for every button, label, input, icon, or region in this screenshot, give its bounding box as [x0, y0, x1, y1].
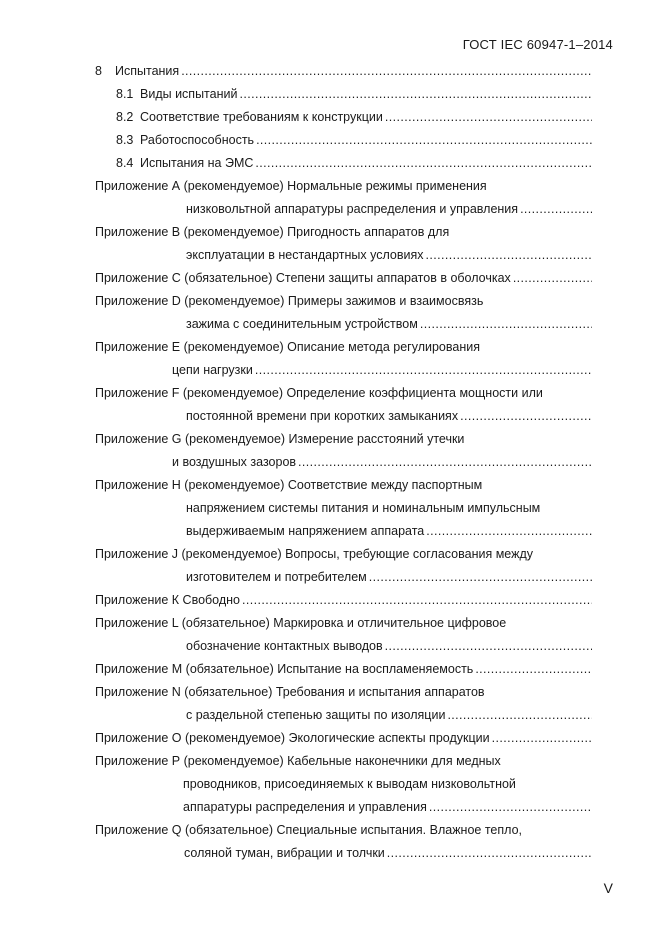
toc-line[interactable] [95, 821, 592, 839]
toc-line[interactable] [186, 246, 592, 264]
toc-line[interactable] [172, 361, 592, 379]
annex-title: Приложение О (рекомендуемое) Экологические аспекты продукции [95, 731, 490, 745]
toc-line[interactable] [186, 637, 592, 655]
section-number: 8 [95, 64, 102, 78]
annex-title: Приложение G (рекомендуемое) Измерение расстояний утечки [95, 432, 465, 446]
annex-title-continuation: соляной туман, вибрации и толчки [184, 846, 385, 860]
annex-title-continuation: цепи нагрузки [172, 363, 253, 377]
toc-line[interactable] [95, 614, 592, 632]
toc-line[interactable] [172, 453, 592, 471]
leader-dots [256, 131, 592, 149]
toc-line[interactable] [95, 591, 592, 609]
annex-title: Приложение Н (рекомендуемое) Соответствие между паспортным [95, 478, 483, 492]
annex-title: Приложение А (рекомендуемое) Нормальные режимы применения [95, 179, 487, 193]
annex-title: Приложение F (рекомендуемое) Определение коэффициента мощности или [95, 386, 543, 400]
annex-title: Приложение Р (рекомендуемое) Кабельные наконечники для медных [95, 754, 501, 768]
leader-dots [429, 798, 592, 816]
toc-line[interactable] [116, 131, 592, 149]
leader-dots [460, 407, 592, 425]
annex-title: Приложение К Свободно [95, 593, 241, 607]
leader-dots [369, 568, 592, 586]
toc-entry-text [116, 154, 253, 172]
leader-dots [255, 154, 592, 172]
toc-line[interactable] [95, 545, 592, 563]
toc-entry-text [95, 62, 179, 80]
leader-dots [447, 706, 592, 724]
leader-dots [385, 637, 592, 655]
toc-line[interactable] [95, 177, 592, 195]
annex-title: Приложение L (обязательное) Маркировка и отличительное цифровое [95, 616, 507, 630]
annex-title-continuation: постоянной времени при коротких замыканиях [186, 409, 459, 423]
toc-line[interactable] [186, 499, 592, 517]
leader-dots [426, 522, 592, 540]
section-number: 8.3 [116, 133, 134, 147]
leader-dots [387, 844, 592, 862]
leader-dots [255, 361, 592, 379]
section-title: Испытания на ЭМС [140, 156, 254, 170]
toc-line[interactable] [95, 223, 592, 241]
toc-line[interactable] [116, 108, 592, 126]
annex-title: Приложение Q (обязательное) Специальные испытания. Влажное тепло, [95, 823, 523, 837]
toc-line[interactable] [95, 292, 592, 310]
section-title: Соответствие требованиям к конструкции [140, 110, 383, 124]
annex-title-continuation: напряжением системы питания и номинальным импульсным [186, 501, 541, 515]
leader-dots [181, 62, 592, 80]
annex-title: Приложение D (рекомендуемое) Примеры зажимов и взаимосвязь [95, 294, 484, 308]
annex-title-continuation: выдерживаемым напряжением аппарата [186, 524, 425, 538]
leader-dots [242, 591, 592, 609]
toc-line[interactable] [186, 568, 592, 586]
toc-line[interactable] [95, 660, 592, 678]
annex-title-continuation: зажима с соединительным устройством [186, 317, 418, 331]
toc-entry-text [116, 131, 254, 149]
toc-line[interactable] [116, 85, 592, 103]
section-title: Работоспособность [140, 133, 255, 147]
section-number: 8.1 [116, 87, 134, 101]
toc-line[interactable] [95, 729, 592, 747]
leader-dots [239, 85, 592, 103]
page-number: V [603, 880, 613, 896]
section-title: Испытания [115, 64, 180, 78]
annex-title: Приложение Е (рекомендуемое) Описание метода регулирования [95, 340, 480, 354]
annex-title: Приложение С (обязательное) Степени защиты аппаратов в оболочках [95, 271, 511, 285]
toc-line[interactable] [95, 752, 592, 770]
annex-title: Приложение J (рекомендуемое) Вопросы, требующие согласования между [95, 547, 534, 561]
toc-line[interactable] [183, 798, 592, 816]
annex-title-continuation: и воздушных зазоров [172, 455, 297, 469]
toc-line[interactable] [95, 62, 592, 80]
toc-line[interactable] [186, 522, 592, 540]
annex-title-continuation: изготовителем и потребителем [186, 570, 367, 584]
toc-line[interactable] [95, 338, 592, 356]
toc-line[interactable] [184, 844, 592, 862]
toc-line[interactable] [95, 476, 592, 494]
section-number: 8.4 [116, 156, 134, 170]
annex-title-continuation: эксплуатации в нестандартных условиях [186, 248, 424, 262]
leader-dots [492, 729, 592, 747]
toc-line[interactable] [186, 200, 592, 218]
toc-line[interactable] [116, 154, 592, 172]
leader-dots [420, 315, 592, 333]
leader-dots [520, 200, 592, 218]
toc-line[interactable] [95, 269, 592, 287]
annex-title: Приложение М (обязательное) Испытание на воспламеняемость [95, 662, 474, 676]
leader-dots [298, 453, 592, 471]
leader-dots [426, 246, 592, 264]
annex-title-continuation: проводников, присоединяемых к выводам низковольтной [183, 777, 516, 791]
annex-title-continuation: с раздельной степенью защиты по изоляции [186, 708, 446, 722]
toc-line[interactable] [186, 407, 592, 425]
annex-title: Приложение В (рекомендуемое) Пригодность аппаратов для [95, 225, 450, 239]
toc-entry-text [116, 108, 383, 126]
toc-entry-text [116, 85, 237, 103]
annex-title: Приложение N (обязательное) Требования и испытания аппаратов [95, 685, 485, 699]
toc-line[interactable] [186, 706, 592, 724]
toc-line[interactable] [186, 315, 592, 333]
annex-title-continuation: аппаратуры распределения и управления [183, 800, 427, 814]
leader-dots [475, 660, 592, 678]
section-number: 8.2 [116, 110, 134, 124]
toc-line[interactable] [95, 683, 592, 701]
toc-line[interactable] [95, 430, 592, 448]
toc-line[interactable] [183, 775, 592, 793]
toc-line[interactable] [95, 384, 592, 402]
annex-title-continuation: низковольтной аппаратуры распределения и управления [186, 202, 519, 216]
annex-title-continuation: обозначение контактных выводов [186, 639, 383, 653]
section-title: Виды испытаний [140, 87, 238, 101]
document-header: ГОСТ IEC 60947-1–2014 [462, 37, 613, 52]
leader-dots [513, 269, 592, 287]
leader-dots [385, 108, 592, 126]
